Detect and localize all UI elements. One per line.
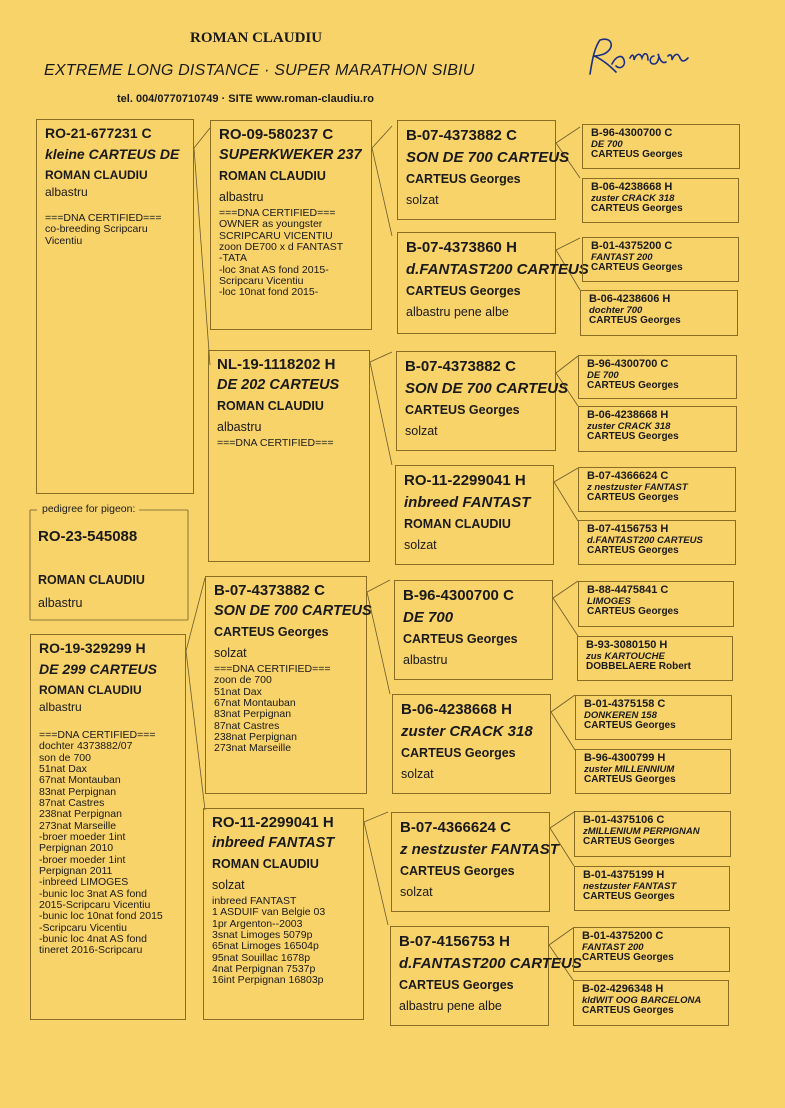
pigeon-name: DE 700 [587, 369, 619, 381]
owner: CARTEUS Georges [400, 864, 515, 878]
ring-number: B-96-4300799 H [584, 752, 666, 764]
gen4-card [574, 811, 731, 857]
subject-color: albastru [38, 596, 83, 610]
ring-number: B-06-4238668 H [401, 701, 512, 718]
great-grandparent-card [395, 465, 554, 565]
color: albastru [219, 190, 264, 204]
subject-ring: RO-23-545088 [38, 528, 138, 545]
owner: CARTEUS Georges [591, 202, 683, 214]
pigeon-name: SON DE 700 CARTEUS [214, 603, 372, 619]
great-grandparent-card [392, 694, 551, 794]
color: solzat [406, 193, 439, 207]
owner: CARTEUS Georges [406, 172, 521, 186]
notes: inbreed FANTAST 1 ASDUIF van Belgie 03 1pr Argenton--2003 3snat Limoges 5079p 65nat Limoges 16504p 95nat Souillac 1678p 4nat Perpignan 7537p 16int Perpignan 16803p [212, 895, 326, 987]
ring-number: B-07-4366624 C [400, 819, 511, 836]
ring-number: RO-21-677231 C [45, 125, 152, 141]
owner: CARTEUS Georges [584, 719, 676, 731]
great-grandparent-card [397, 232, 589, 334]
owner: CARTEUS Georges [214, 625, 329, 639]
pigeon-name: FANTAST 200 [582, 941, 644, 953]
ring-number: RO-09-580237 C [219, 126, 334, 143]
pedigree-legend: pedigree for pigeon: [39, 503, 138, 515]
pigeon-name: DONKEREN 158 [584, 709, 657, 721]
owner: CARTEUS Georges [587, 430, 679, 442]
breeder-name: ROMAN CLAUDIU [190, 30, 323, 46]
grandparent-card-ss [210, 120, 372, 330]
ring-number: B-96-4300700 C [587, 358, 669, 370]
ring-number: B-01-4375199 H [583, 869, 665, 881]
ring-number: B-88-4475841 C [587, 584, 669, 596]
owner: CARTEUS Georges [401, 746, 516, 760]
gen4-card [582, 124, 740, 169]
ring-number: B-06-4238668 H [591, 181, 673, 193]
ring-number: B-93-3080150 H [586, 639, 668, 651]
gen4-card [578, 467, 736, 512]
owner: CARTEUS Georges [587, 605, 679, 617]
notes: ===DNA CERTIFIED=== OWNER as youngster SCRIPCARU VICENTIU zoon DE700 x d FANTAST -TATA -loc 3nat AS fond 2015- Scripcaru Vicentiu -loc 10nat fond 2015- [219, 207, 344, 299]
pigeon-name: LIMOGES [587, 595, 631, 607]
sire-card [36, 119, 194, 494]
ring-number: B-01-4375200 C [582, 930, 664, 942]
pigeon-name: inbreed FANTAST [212, 835, 335, 851]
ring-number: NL-19-1118202 H [217, 356, 336, 373]
ring-number: B-07-4156753 H [399, 933, 510, 950]
color: albastru pene albe [406, 305, 509, 319]
pigeon-name: dochter 700 [589, 304, 643, 316]
owner: CARTEUS Georges [405, 403, 520, 417]
owner: CARTEUS Georges [584, 773, 676, 785]
ring-number: RO-11-2299041 H [212, 814, 334, 831]
great-grandparent-card [396, 351, 569, 451]
pigeon-name: SUPERKWEKER 237 [219, 147, 362, 163]
pigeon-name: kleine CARTEUS DE [45, 146, 180, 162]
pigeon-name: DE 700 [591, 138, 623, 150]
pigeon-name: z nestzuster FANTAST [400, 841, 559, 858]
subject-owner: ROMAN CLAUDIU [38, 573, 145, 587]
breeder-subtitle: EXTREME LONG DISTANCE · SUPER MARATHON SIBIU [44, 62, 475, 79]
ring-number: B-07-4373882 C [405, 358, 516, 375]
color: albastru [45, 185, 88, 199]
owner: CARTEUS Georges [403, 632, 518, 646]
pigeon-name: d.FANTAST200 CARTEUS [406, 261, 589, 278]
owner: CARTEUS Georges [399, 978, 514, 992]
breeder-contact: tel. 004/0770710749 · SITE www.roman-claudiu.ro [117, 93, 374, 105]
owner: CARTEUS Georges [587, 491, 679, 503]
notes: ===DNA CERTIFIED=== [217, 437, 334, 449]
notes: ===DNA CERTIFIED=== zoon de 700 51nat Dax 67nat Montauban 83nat Perpignan 87nat Castres 238nat Perpignan 273nat Marseille [214, 663, 331, 755]
gen4-card [575, 695, 732, 740]
great-grandparent-card [390, 926, 582, 1026]
color: solzat [405, 424, 438, 438]
color: solzat [401, 767, 434, 781]
gen4-card [582, 178, 739, 223]
grandparent-card-dd [203, 808, 364, 1020]
gen4-card [582, 237, 739, 282]
gen4-card [578, 355, 737, 399]
color: albastru [403, 653, 448, 667]
owner: ROMAN CLAUDIU [212, 857, 319, 871]
owner: ROMAN CLAUDIU [217, 399, 324, 413]
ring-number: B-06-4238606 H [589, 293, 671, 305]
ring-number: B-07-4156753 H [587, 523, 669, 535]
color: solzat [400, 885, 433, 899]
ring-number: B-07-4366624 C [587, 470, 669, 482]
ring-number: RO-11-2299041 H [404, 472, 526, 489]
ring-number: B-01-4375200 C [591, 240, 673, 252]
owner: ROMAN CLAUDIU [404, 517, 511, 531]
color: solzat [404, 538, 437, 552]
pigeon-name: DE 202 CARTEUS [217, 377, 340, 393]
owner: CARTEUS Georges [587, 379, 679, 391]
gen4-card [575, 749, 731, 794]
owner: ROMAN CLAUDIU [219, 169, 326, 183]
pigeon-name: d.FANTAST200 CARTEUS [399, 955, 582, 972]
great-grandparent-card [397, 120, 570, 220]
pigeon-name: zuster CRACK 318 [401, 723, 533, 740]
pigeon-name: zuster CRACK 318 [587, 420, 671, 432]
ring-number: B-07-4373882 C [406, 127, 517, 144]
pigeon-name: zMILLENIUM PERPIGNAN [583, 825, 700, 837]
owner: ROMAN CLAUDIU [39, 683, 142, 697]
owner: ROMAN CLAUDIU [45, 168, 148, 182]
color: albastru pene albe [399, 999, 502, 1013]
pigeon-name: DE 299 CARTEUS [39, 661, 158, 677]
pigeon-name: FANTAST 200 [591, 251, 653, 263]
ring-number: B-01-4375106 C [583, 814, 665, 826]
ring-number: B-06-4238668 H [587, 409, 669, 421]
color: albastru [39, 700, 82, 714]
ring-number: B-01-4375158 C [584, 698, 666, 710]
great-grandparent-card [394, 580, 553, 680]
gen4-card [573, 980, 729, 1026]
owner: CARTEUS Georges [582, 1004, 674, 1016]
owner: CARTEUS Georges [587, 544, 679, 556]
ring-number: B-07-4373860 H [406, 239, 517, 256]
gen4-card [577, 636, 733, 681]
gen4-card [573, 927, 730, 972]
ring-number: B-02-4296348 H [582, 983, 664, 995]
color: solzat [214, 646, 247, 660]
notes: ===DNA CERTIFIED=== dochter 4373882/07 son de 700 51nat Dax 67nat Montauban 83nat Perpignan 87nat Castres 238nat Perpignan 273nat Marseille -broer moeder 1int Perpignan 2010 -broer moeder 1int Perpignan 2011 -inbreed LIMOGES -bunic loc 3nat AS fond 2015-Scripcaru Vicentiu -bunic loc 10nat fond 2015 -Scripcaru Vicentiu -bunic loc 4nat AS fond tineret 2016-Scripcaru [39, 729, 163, 957]
pigeon-name: DE 700 [403, 609, 454, 626]
grandparent-card-ds [205, 576, 372, 794]
pigeon-name: SON DE 700 CARTEUS [406, 149, 570, 166]
owner: CARTEUS Georges [583, 835, 675, 847]
ring-number: B-07-4373882 C [214, 582, 325, 599]
pigeon-name: zus KARTOUCHE [586, 650, 665, 662]
ring-number: B-96-4300700 C [403, 587, 514, 604]
pigeon-name: z nestzuster FANTAST [587, 481, 688, 493]
pigeon-name: zuster MILLENNIUM [584, 763, 675, 775]
gen4-card [574, 866, 730, 911]
owner: CARTEUS Georges [589, 314, 681, 326]
owner: CARTEUS Georges [591, 148, 683, 160]
gen4-card [578, 520, 736, 565]
pigeon-name: kldWIT OOG BARCELONA [582, 994, 702, 1006]
pigeon-name: zuster CRACK 318 [591, 192, 675, 204]
pigeon-name: nestzuster FANTAST [583, 880, 677, 892]
gen4-card [578, 406, 737, 452]
owner: CARTEUS Georges [406, 284, 521, 298]
ring-number: RO-19-329299 H [39, 640, 146, 656]
owner: CARTEUS Georges [582, 951, 674, 963]
pigeon-name: d.FANTAST200 CARTEUS [587, 534, 703, 546]
pigeon-name: inbreed FANTAST [404, 494, 531, 511]
owner: CARTEUS Georges [591, 261, 683, 273]
grandparent-card-sd [208, 350, 370, 562]
gen4-card [578, 581, 734, 627]
dam-card [30, 634, 186, 1020]
pigeon-name: SON DE 700 CARTEUS [405, 380, 569, 397]
color: albastru [217, 420, 262, 434]
owner: DOBBELAERE Robert [586, 660, 692, 672]
owner: CARTEUS Georges [583, 890, 675, 902]
ring-number: B-96-4300700 C [591, 127, 673, 139]
color: solzat [212, 878, 245, 892]
notes: ===DNA CERTIFIED=== co-breeding Scripcaru Vicentiu [45, 212, 162, 247]
great-grandparent-card [391, 812, 559, 912]
gen4-card [580, 290, 738, 336]
